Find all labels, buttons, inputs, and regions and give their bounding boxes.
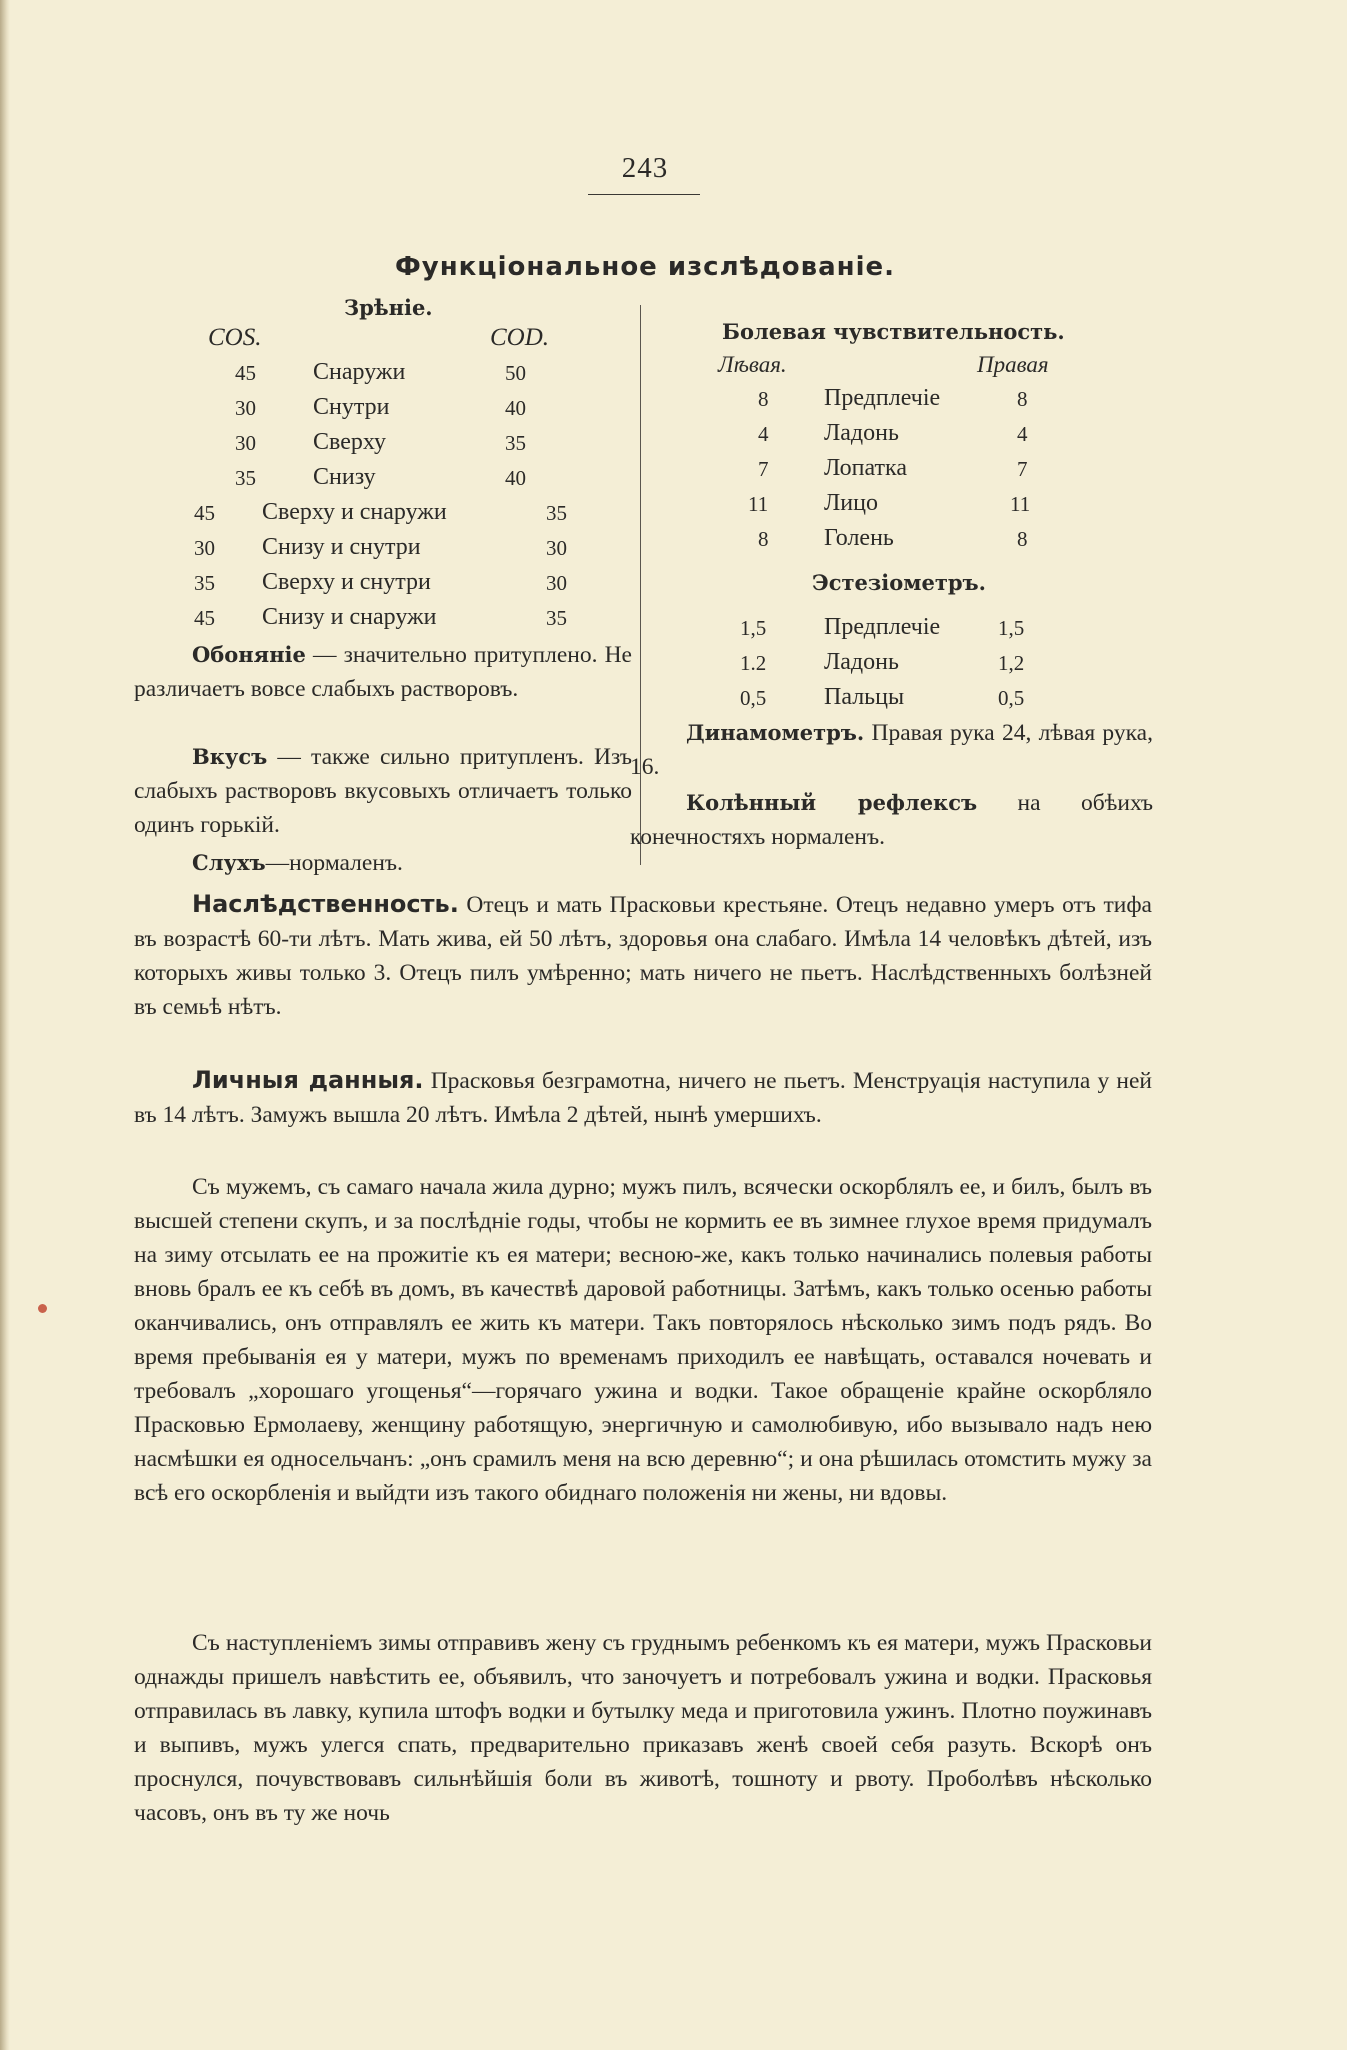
vision-col-right: COD.	[490, 324, 550, 351]
vision-label: Снизу и снутри	[262, 534, 421, 560]
pain-label: Ладонь	[824, 420, 899, 446]
pain-left-value: 4	[758, 422, 769, 446]
vision-label: Снизу	[313, 464, 376, 490]
hearing-head: Слухъ	[192, 850, 266, 875]
vision-left-value: 45	[194, 606, 215, 630]
pain-right-value: 8	[1017, 387, 1028, 411]
pain-col-right: Правая	[977, 352, 1049, 377]
pain-label: Предплечіе	[824, 385, 941, 411]
vision-label: Снаружи	[313, 359, 406, 385]
vision-col-left: COS.	[208, 324, 262, 351]
pain-right-value: 4	[1017, 422, 1028, 446]
taste-head: Вкусъ	[192, 744, 268, 769]
hearing-paragraph	[134, 846, 632, 880]
ink-spot	[38, 1304, 47, 1313]
dynamometer-head: Динамометръ.	[686, 720, 865, 745]
smell-head: Обоняніе	[192, 642, 306, 667]
vision-right-value: 30	[546, 571, 567, 595]
hearing-text: —нормаленъ.	[265, 850, 403, 876]
esthesiometer-left-value: 1.2	[740, 651, 767, 675]
vision-right-value: 40	[505, 396, 526, 420]
smell-text: — значительно притуплено. Не различаетъ вовсе слабыхъ растворовъ.	[134, 642, 632, 702]
personal-text: Прасковья безграмотна, ничего не пьетъ. Менструація наступила у ней въ 14 лѣтъ. Замужъ вышла 20 лѣтъ. Имѣла 2 дѣтей, нынѣ умершихъ.	[134, 1068, 1152, 1128]
pain-label: Лицо	[824, 490, 878, 516]
esthesiometer-right-value: 1,2	[998, 651, 1025, 675]
heredity-paragraph	[134, 887, 1152, 1024]
pain-label: Лопатка	[824, 455, 907, 481]
husband-paragraph: Съ мужемъ, съ самаго начала жила дурно; мужъ пилъ, всячески оскорблялъ ее, и билъ, былъ въ высшей степени скупъ, и за послѣдніе годы, чтобы не кормить ее въ зимнее глухое время придумалъ на зиму отсылать ее на прожитіе къ ея матери; весною-же, какъ только начинались полевыя работы вновь бралъ ее къ себѣ въ домъ, въ качествѣ даровой работницы. Затѣмъ, какъ только осенью работы оканчивались, онъ отправлялъ ее жить къ матери. Такъ повторялось нѣсколько зимъ подъ рядъ. Во время пребыванія ея у матери, мужъ по временамъ приходилъ ее навѣщать, оставался ночевать и требовалъ „хорошаго угощенья“—горячаго ужина и водки. Такое обращеніе крайне оскорбляло Прасковью Ермолаеву, женщину работящую, энергичную и самолюбивую, ибо вызывало надъ нею насмѣшки ея односельчанъ: „онъ срамилъ меня на всю деревню“; и она рѣшилась отомстить мужу за всѣ его оскорбленія и выйдти изъ такого обиднаго положенія ни жены, ни вдовы.	[134, 1174, 1152, 1506]
pain-heading: Болевая чувствительность.	[722, 319, 1065, 344]
pain-left-value: 8	[758, 387, 769, 411]
vision-right-value: 40	[505, 466, 526, 490]
vision-label: Снутри	[313, 394, 390, 420]
knee-reflex-text: на обѣихъ конечностяхъ нормаленъ.	[630, 790, 1154, 850]
vision-right-value: 35	[505, 431, 526, 455]
pain-col-left: Лѣвая.	[718, 352, 787, 377]
pain-right-value: 8	[1017, 527, 1028, 551]
esthesiometer-label: Предплечіе	[824, 614, 941, 640]
personal-head: Личныя данныя.	[192, 1066, 424, 1094]
heredity-head: Наслѣдственность.	[192, 890, 459, 918]
knee-reflex-head: Колѣнный рефлексъ	[686, 790, 978, 815]
esthesiometer-label: Ладонь	[824, 649, 899, 675]
pain-right-value: 7	[1017, 457, 1028, 481]
vision-left-value: 30	[194, 536, 215, 560]
esthesiometer-label: Пальцы	[824, 684, 905, 710]
vision-right-value: 35	[546, 606, 567, 630]
dynamometer-text: Правая рука 24, лѣвая рука, 16.	[630, 720, 1153, 780]
dynamometer-paragraph	[630, 716, 1153, 784]
pain-right-value: 11	[1010, 492, 1031, 516]
page-number: 243	[621, 152, 669, 184]
knee-reflex-paragraph	[630, 786, 1153, 854]
vision-left-value: 45	[235, 361, 256, 385]
esthesiometer-left-value: 0,5	[740, 686, 767, 710]
pain-label: Голень	[824, 525, 894, 551]
section-title: Функціональное изслѣдованіе.	[394, 252, 896, 282]
esthesiometer-right-value: 0,5	[998, 686, 1025, 710]
taste-paragraph	[134, 740, 632, 842]
vision-label: Сверху и снаружи	[262, 499, 447, 525]
vision-label: Сверху и снутри	[262, 569, 431, 595]
winter-paragraph: Съ наступленіемъ зимы отправивъ жену съ груднымъ ребенкомъ къ ея матери, мужъ Прасковьи однажды пришелъ навѣстить ее, объявилъ, что заночуетъ и потребовалъ ужина и водки. Прасковья отправилась въ лавку, купила штофъ водки и бутылку меда и приготовила ужинъ. Плотно поужинавъ и выпивъ, мужъ улегся спать, предварительно приказавъ женѣ своей себя разуть. Вскорѣ онъ проснулся, почувствовавъ сильнѣйшія боли въ животѣ, тошноту и рвоту. Проболѣвъ нѣсколько часовъ, онъ въ ту же ночь	[134, 1630, 1152, 1826]
vision-right-value: 35	[546, 501, 567, 525]
esthesiometer-heading: Эстезіометръ.	[812, 570, 986, 595]
pain-left-value: 11	[748, 492, 769, 516]
page-number-rule	[588, 194, 700, 195]
vision-left-value: 30	[235, 431, 256, 455]
heredity-text: Отецъ и мать Прасковьи крестьяне. Отецъ недавно умеръ отъ тифа въ возрастѣ 60-ти лѣтъ. Мать жива, ей 50 лѣтъ, здоровья она слабаго. Имѣла 14 человѣкъ дѣтей, изъ которыхъ живы только 3. Отецъ пилъ умѣренно; мать ничего не пьетъ. Наслѣдственныхъ болѣзней въ семьѣ нѣтъ.	[134, 892, 1152, 1020]
vision-label: Сверху	[313, 429, 386, 455]
personal-paragraph	[134, 1063, 1152, 1132]
vision-right-value: 50	[505, 361, 526, 385]
page-edge	[0, 0, 10, 2050]
pain-left-value: 7	[758, 457, 769, 481]
vision-left-value: 30	[235, 396, 256, 420]
taste-text: — также сильно притупленъ. Изъ слабыхъ растворовъ вкусовыхъ отличаетъ только одинъ горькій.	[134, 744, 632, 838]
vision-left-value: 35	[194, 571, 215, 595]
vision-heading: Зрѣніе.	[344, 295, 433, 320]
vision-left-value: 45	[194, 501, 215, 525]
pain-left-value: 8	[758, 527, 769, 551]
vision-left-value: 35	[235, 466, 256, 490]
esthesiometer-right-value: 1,5	[998, 616, 1025, 640]
vision-right-value: 30	[546, 536, 567, 560]
vision-label: Снизу и снаружи	[262, 604, 437, 630]
esthesiometer-left-value: 1,5	[740, 616, 767, 640]
smell-paragraph	[134, 638, 632, 706]
